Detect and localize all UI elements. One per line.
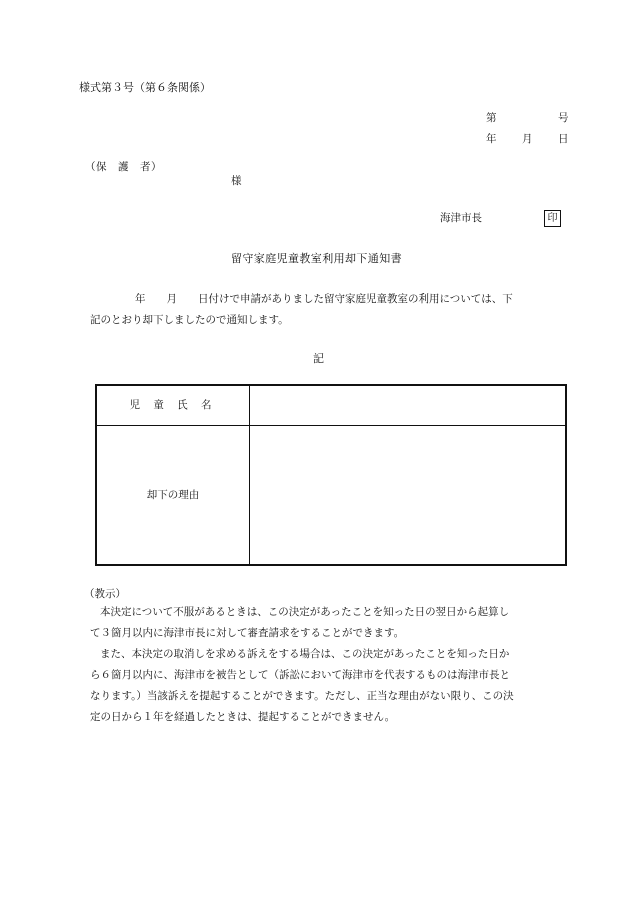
ki-heading: 記: [313, 352, 324, 365]
table-column-divider: [249, 386, 250, 564]
honorific-label: 様: [231, 175, 242, 187]
document-title: 留守家庭児童教室利用却下通知書: [231, 252, 402, 265]
date-day-label: 日: [558, 133, 569, 145]
notice-heading: （教示）: [84, 588, 126, 600]
form-number: 様式第３号（第６条関係）: [79, 81, 211, 94]
rejection-reason-label: 却下の理由: [146, 489, 200, 501]
notice-text-line: また、本決定の取消しを求める訴えをする場合は、この決定があったことを知った日か: [100, 648, 510, 660]
date-year-label: 年: [486, 133, 497, 145]
date-month-label: 月: [522, 133, 533, 145]
rejection-details-table: [95, 384, 567, 566]
table-row-divider: [97, 425, 565, 426]
notice-text-line: て３箇月以内に海津市長に対して審査請求をすることができます。: [90, 627, 405, 639]
guardian-label: （保 護 者）: [85, 161, 162, 173]
notice-text-line: ら６箇月以内に、海津市を被告として（訴訟において海津市を代表するものは海津市長と: [90, 669, 510, 681]
body-text-line: 年 月 日付けで申請がありました留守家庭児童教室の利用については、下: [135, 293, 513, 305]
notice-text-line: なります。）当該訴えを提起することができます。ただし、正当な理由がない限り、この決: [90, 690, 514, 702]
notice-text-line: 定の日から１年を経過したときは、提起することができません。: [90, 711, 396, 723]
body-text-line: 記のとおり却下しましたので通知します。: [90, 314, 289, 326]
issuer-title: 海津市長: [440, 212, 482, 224]
document-number-suffix: 号: [558, 112, 569, 124]
seal-mark-icon: 印: [544, 210, 561, 227]
document-number-prefix: 第: [486, 112, 497, 124]
child-name-label: 児 童 氏 名: [129, 399, 217, 411]
notice-text-line: 本決定について不服があるときは、この決定があったことを知った日の翌日から起算し: [100, 606, 510, 618]
